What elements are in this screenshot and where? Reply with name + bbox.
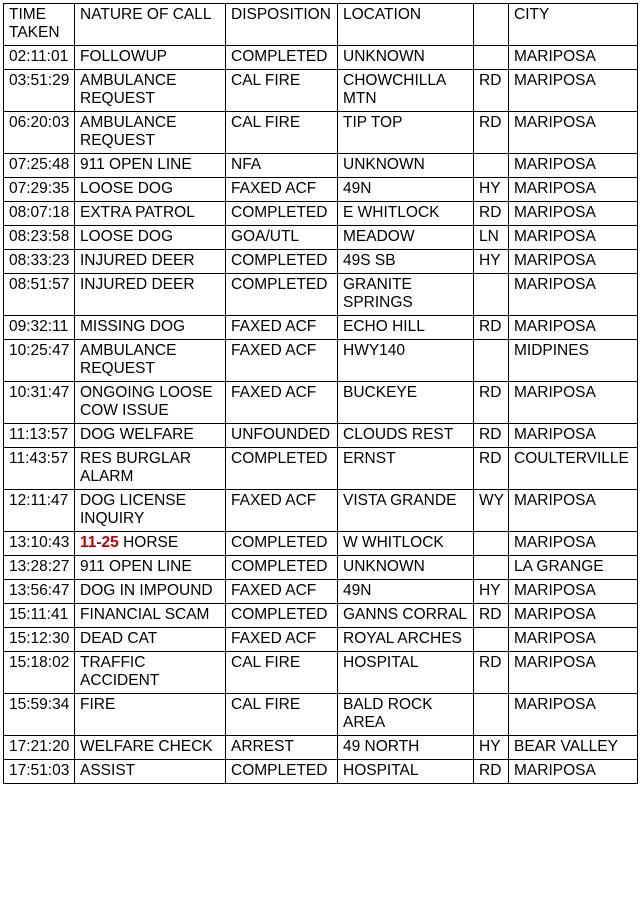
table-row xyxy=(4,628,638,652)
nature-text: AMBULANCE REQUEST xyxy=(80,342,177,377)
cell-location: ECHO HILL xyxy=(338,316,474,340)
cell-suffix xyxy=(474,628,509,652)
cell-disposition: FAXED ACF xyxy=(226,628,338,652)
cell-disposition: CAL FIRE xyxy=(226,694,338,736)
cell-disposition: ARREST xyxy=(226,736,338,760)
cell-disposition: COMPLETED xyxy=(226,202,338,226)
cell-location: HOSPITAL xyxy=(338,760,474,784)
cell-time: 08:07:18 xyxy=(4,202,75,226)
column-header-city: CITY xyxy=(509,4,638,46)
nature-text: LOOSE DOG xyxy=(80,228,174,245)
cell-time: 10:25:47 xyxy=(4,340,75,382)
cell-suffix: RD xyxy=(474,112,509,154)
cell-location: CLOUDS REST xyxy=(338,424,474,448)
cell-disposition: COMPLETED xyxy=(226,274,338,316)
cell-city: MARIPOSA xyxy=(509,604,638,628)
cell-nature xyxy=(75,340,226,382)
table-row xyxy=(4,202,638,226)
cell-suffix: HY xyxy=(474,178,509,202)
column-header-location: LOCATION xyxy=(338,4,474,46)
cell-disposition: FAXED ACF xyxy=(226,316,338,340)
cell-city: MARIPOSA xyxy=(509,70,638,112)
cell-location: HWY140 xyxy=(338,340,474,382)
cell-disposition: COMPLETED xyxy=(226,448,338,490)
column-header-time: TIME TAKEN xyxy=(4,4,75,46)
table-row xyxy=(4,652,638,694)
cell-city: MARIPOSA xyxy=(509,274,638,316)
table-row xyxy=(4,46,638,70)
nature-text: INJURED DEER xyxy=(80,252,195,269)
table-row xyxy=(4,226,638,250)
cell-disposition: FAXED ACF xyxy=(226,382,338,424)
cell-nature xyxy=(75,448,226,490)
cell-suffix: RD xyxy=(474,316,509,340)
nature-text: ONGOING LOOSE COW ISSUE xyxy=(80,384,213,419)
nature-text: INJURED DEER xyxy=(80,276,195,293)
nature-text: AMBULANCE REQUEST xyxy=(80,72,177,107)
table-row xyxy=(4,448,638,490)
cell-location: BUCKEYE xyxy=(338,382,474,424)
cell-city: MARIPOSA xyxy=(509,382,638,424)
cell-nature xyxy=(75,628,226,652)
cell-time: 10:31:47 xyxy=(4,382,75,424)
incident-code: 11-25 xyxy=(80,534,119,551)
cell-location: ERNST xyxy=(338,448,474,490)
cell-location: 49 NORTH xyxy=(338,736,474,760)
table-row xyxy=(4,424,638,448)
cell-disposition: GOA/UTL xyxy=(226,226,338,250)
table-row xyxy=(4,760,638,784)
cell-location: GANNS CORRAL xyxy=(338,604,474,628)
cell-time: 13:28:27 xyxy=(4,556,75,580)
cell-city: COULTERVILLE xyxy=(509,448,638,490)
cell-nature xyxy=(75,604,226,628)
nature-text: AMBULANCE REQUEST xyxy=(80,114,177,149)
cell-disposition: COMPLETED xyxy=(226,532,338,556)
nature-text: FOLLOWUP xyxy=(80,48,167,65)
cell-location: 49N xyxy=(338,178,474,202)
table-row xyxy=(4,112,638,154)
cell-disposition: CAL FIRE xyxy=(226,70,338,112)
cell-city: MARIPOSA xyxy=(509,112,638,154)
cell-city: MARIPOSA xyxy=(509,316,638,340)
cell-disposition: FAXED ACF xyxy=(226,580,338,604)
nature-text: DOG IN IMPOUND xyxy=(80,582,213,599)
call-log-table xyxy=(3,3,638,784)
cell-time: 15:59:34 xyxy=(4,694,75,736)
table-row xyxy=(4,250,638,274)
cell-time: 07:29:35 xyxy=(4,178,75,202)
cell-nature xyxy=(75,178,226,202)
cell-nature xyxy=(75,382,226,424)
cell-time: 17:51:03 xyxy=(4,760,75,784)
cell-suffix xyxy=(474,274,509,316)
cell-time: 08:23:58 xyxy=(4,226,75,250)
cell-location: MEADOW xyxy=(338,226,474,250)
cell-disposition: FAXED ACF xyxy=(226,178,338,202)
cell-nature xyxy=(75,424,226,448)
cell-city: MARIPOSA xyxy=(509,178,638,202)
cell-suffix: RD xyxy=(474,202,509,226)
call-log-body xyxy=(4,46,638,784)
cell-nature xyxy=(75,652,226,694)
table-row xyxy=(4,340,638,382)
cell-disposition: COMPLETED xyxy=(226,604,338,628)
cell-suffix: HY xyxy=(474,580,509,604)
table-row xyxy=(4,604,638,628)
cell-location: E WHITLOCK xyxy=(338,202,474,226)
cell-city: BEAR VALLEY xyxy=(509,736,638,760)
cell-suffix xyxy=(474,556,509,580)
cell-time: 09:32:11 xyxy=(4,316,75,340)
cell-city: MARIPOSA xyxy=(509,628,638,652)
cell-disposition: FAXED ACF xyxy=(226,490,338,532)
cell-suffix: RD xyxy=(474,382,509,424)
cell-nature xyxy=(75,760,226,784)
table-row xyxy=(4,316,638,340)
cell-time: 13:56:47 xyxy=(4,580,75,604)
cell-location: 49N xyxy=(338,580,474,604)
cell-nature xyxy=(75,202,226,226)
table-row xyxy=(4,178,638,202)
nature-text: ASSIST xyxy=(80,762,136,779)
cell-location: HOSPITAL xyxy=(338,652,474,694)
column-header-nature: NATURE OF CALL xyxy=(75,4,226,46)
header-row xyxy=(4,4,638,46)
cell-nature xyxy=(75,70,226,112)
cell-suffix: RD xyxy=(474,760,509,784)
cell-time: 08:33:23 xyxy=(4,250,75,274)
nature-text: WELFARE CHECK xyxy=(80,738,213,755)
cell-location: UNKNOWN xyxy=(338,154,474,178)
cell-nature xyxy=(75,556,226,580)
cell-nature xyxy=(75,580,226,604)
nature-text: LOOSE DOG xyxy=(80,180,174,197)
table-row xyxy=(4,382,638,424)
cell-time: 12:11:47 xyxy=(4,490,75,532)
nature-text: DOG LICENSE INQUIRY xyxy=(80,492,186,527)
table-row xyxy=(4,736,638,760)
cell-disposition: UNFOUNDED xyxy=(226,424,338,448)
cell-time: 07:25:48 xyxy=(4,154,75,178)
cell-nature xyxy=(75,250,226,274)
table-row xyxy=(4,556,638,580)
cell-city: MARIPOSA xyxy=(509,250,638,274)
cell-nature xyxy=(75,226,226,250)
cell-location: ROYAL ARCHES xyxy=(338,628,474,652)
cell-city: MARIPOSA xyxy=(509,760,638,784)
table-row xyxy=(4,274,638,316)
cell-time: 11:13:57 xyxy=(4,424,75,448)
cell-suffix: HY xyxy=(474,736,509,760)
cell-city: MARIPOSA xyxy=(509,154,638,178)
cell-city: MARIPOSA xyxy=(509,202,638,226)
cell-disposition: COMPLETED xyxy=(226,46,338,70)
cell-city: LA GRANGE xyxy=(509,556,638,580)
cell-suffix: RD xyxy=(474,448,509,490)
cell-city: MARIPOSA xyxy=(509,490,638,532)
cell-time: 15:18:02 xyxy=(4,652,75,694)
cell-location: TIP TOP xyxy=(338,112,474,154)
nature-text: DOG WELFARE xyxy=(80,426,194,443)
cell-disposition: NFA xyxy=(226,154,338,178)
cell-location: UNKNOWN xyxy=(338,556,474,580)
cell-nature xyxy=(75,490,226,532)
cell-nature xyxy=(75,316,226,340)
cell-suffix: HY xyxy=(474,250,509,274)
table-row xyxy=(4,694,638,736)
cell-city: MARIPOSA xyxy=(509,694,638,736)
nature-text: FINANCIAL SCAM xyxy=(80,606,210,623)
cell-nature xyxy=(75,46,226,70)
cell-city: MARIPOSA xyxy=(509,532,638,556)
cell-suffix: RD xyxy=(474,70,509,112)
cell-suffix xyxy=(474,154,509,178)
cell-suffix: RD xyxy=(474,424,509,448)
cell-disposition: FAXED ACF xyxy=(226,340,338,382)
cell-time: 15:11:41 xyxy=(4,604,75,628)
nature-text: RES BURGLAR ALARM xyxy=(80,450,192,485)
cell-suffix xyxy=(474,340,509,382)
nature-text: DEAD CAT xyxy=(80,630,158,647)
column-header-suffix xyxy=(474,4,509,46)
cell-nature xyxy=(75,274,226,316)
cell-suffix xyxy=(474,694,509,736)
cell-city: MARIPOSA xyxy=(509,652,638,694)
cell-suffix: LN xyxy=(474,226,509,250)
cell-nature xyxy=(75,736,226,760)
cell-time: 03:51:29 xyxy=(4,70,75,112)
table-row xyxy=(4,490,638,532)
table-row xyxy=(4,154,638,178)
cell-disposition: COMPLETED xyxy=(226,250,338,274)
cell-suffix xyxy=(474,46,509,70)
cell-city: MARIPOSA xyxy=(509,580,638,604)
cell-location: GRANITE SPRINGS xyxy=(338,274,474,316)
cell-time: 13:10:43 xyxy=(4,532,75,556)
nature-text: 911 OPEN LINE xyxy=(80,156,192,173)
cell-city: MARIPOSA xyxy=(509,226,638,250)
table-row xyxy=(4,532,638,556)
cell-location: UNKNOWN xyxy=(338,46,474,70)
cell-location: 49S SB xyxy=(338,250,474,274)
cell-time: 08:51:57 xyxy=(4,274,75,316)
cell-location: VISTA GRANDE xyxy=(338,490,474,532)
cell-location: BALD ROCK AREA xyxy=(338,694,474,736)
cell-suffix: WY xyxy=(474,490,509,532)
cell-city: MIDPINES xyxy=(509,340,638,382)
cell-disposition: COMPLETED xyxy=(226,556,338,580)
cell-time: 06:20:03 xyxy=(4,112,75,154)
nature-text: MISSING DOG xyxy=(80,318,186,335)
cell-suffix: RD xyxy=(474,604,509,628)
table-row xyxy=(4,70,638,112)
nature-text: HORSE xyxy=(123,534,179,551)
cell-city: MARIPOSA xyxy=(509,46,638,70)
table-row xyxy=(4,580,638,604)
cell-nature xyxy=(75,532,226,556)
call-log-document xyxy=(3,3,638,784)
nature-text: EXTRA PATROL xyxy=(80,204,195,221)
cell-time: 11:43:57 xyxy=(4,448,75,490)
nature-text: 911 OPEN LINE xyxy=(80,558,192,575)
cell-location: W WHITLOCK xyxy=(338,532,474,556)
cell-suffix xyxy=(474,532,509,556)
column-header-disposition: DISPOSITION xyxy=(226,4,338,46)
nature-text: TRAFFIC ACCIDENT xyxy=(80,654,160,689)
cell-disposition: CAL FIRE xyxy=(226,112,338,154)
cell-nature xyxy=(75,154,226,178)
cell-disposition: COMPLETED xyxy=(226,760,338,784)
nature-text: FIRE xyxy=(80,696,116,713)
cell-city: MARIPOSA xyxy=(509,424,638,448)
cell-location: CHOWCHILLA MTN xyxy=(338,70,474,112)
cell-suffix: RD xyxy=(474,652,509,694)
cell-time: 02:11:01 xyxy=(4,46,75,70)
cell-disposition: CAL FIRE xyxy=(226,652,338,694)
cell-nature xyxy=(75,112,226,154)
cell-time: 15:12:30 xyxy=(4,628,75,652)
cell-nature xyxy=(75,694,226,736)
cell-time: 17:21:20 xyxy=(4,736,75,760)
